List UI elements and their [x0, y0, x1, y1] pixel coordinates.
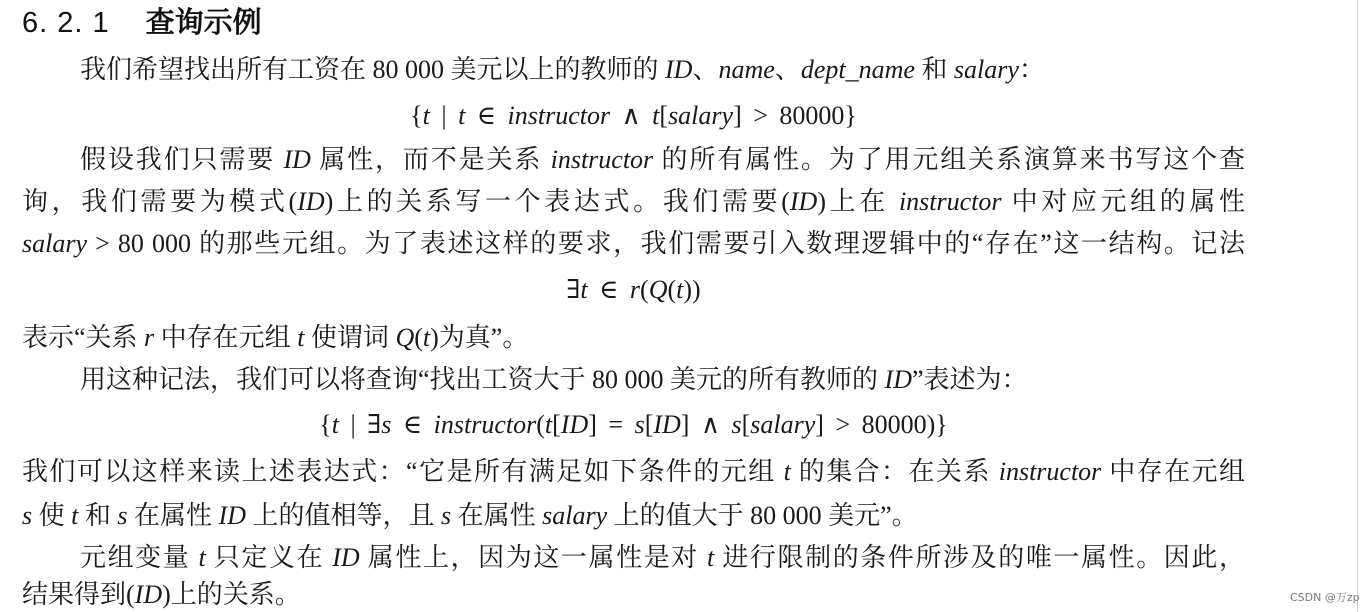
formula-exists: [22, 275, 1245, 305]
paragraph-line: [22, 501, 1245, 531]
text-run: 我们希望找出所有工资在 80 000 美元以上的教师的: [80, 55, 666, 84]
italic-term: Q: [395, 323, 415, 352]
text-run: 用这种记法，我们可以将查询“找出工资大于 80 000 美元的所有教师的: [80, 365, 885, 394]
italic-term: t: [198, 543, 206, 572]
text-run: > 80 000 的那些元组。为了表述这样的要求，我们需要引入数理逻辑中的“存在”这一结构。记法: [87, 229, 1245, 258]
formula-variable: instructor: [433, 410, 537, 439]
formula-symbol: (: [667, 275, 677, 304]
formula-variable: s: [634, 410, 645, 439]
formula-variable: t: [458, 101, 466, 130]
italic-term: ID: [332, 543, 360, 572]
italic-term: r: [144, 323, 155, 352]
italic-term: t: [71, 501, 79, 530]
text-run: )为真”。: [430, 323, 529, 352]
italic-term: ID: [789, 187, 818, 216]
formula-variable: s: [731, 410, 742, 439]
section-number: 6. 2. 1: [22, 7, 110, 39]
italic-term: instructor: [550, 145, 654, 174]
formula-variable: Q: [648, 275, 668, 304]
formula-variable: t: [652, 101, 660, 130]
paragraph-line: [22, 323, 1245, 353]
text-run: 我们可以这样来读上述表达式：“它是所有满足如下条件的元组: [22, 457, 784, 486]
paragraph-line: [22, 580, 1245, 610]
formula-symbol: ∧: [610, 101, 653, 130]
formula-variable: salary: [668, 101, 734, 130]
formula-symbol: ∈: [391, 410, 434, 439]
formula-symbol: )): [683, 275, 701, 304]
italic-term: t: [783, 457, 791, 486]
text-run: 中存在元组: [154, 323, 298, 352]
formula-symbol: {: [410, 101, 423, 130]
text-run: 在属性: [451, 501, 543, 530]
italic-term: s: [117, 501, 128, 530]
page-edge-divider: [1357, 0, 1358, 612]
text-run: 表示“关系: [22, 323, 145, 352]
text-run: )上的关系。: [162, 580, 301, 609]
italic-term: t: [297, 323, 305, 352]
text-run: 元组变量: [80, 543, 199, 572]
paragraph-line: [22, 229, 1245, 259]
formula-symbol: ∈: [587, 275, 630, 304]
formula-symbol: ] > 80000}: [733, 101, 857, 130]
italic-term: instructor: [898, 187, 1002, 216]
formula-variable: ID: [560, 410, 589, 439]
formula-variable: t: [331, 410, 339, 439]
formula-symbol: ∈: [465, 101, 508, 130]
formula-variable: salary: [750, 410, 816, 439]
text-run: 假设我们只需要: [80, 145, 284, 174]
formula-symbol: [: [741, 410, 751, 439]
formula-variable: s: [381, 410, 392, 439]
text-run: )上的关系写一个表达式。我们需要(: [324, 187, 790, 216]
italic-term: instructor: [998, 457, 1102, 486]
text-run: 上的值相等，且: [245, 501, 441, 530]
formula-selection: [22, 101, 1245, 131]
italic-term: ID: [134, 580, 163, 609]
formula-variable: instructor: [507, 101, 611, 130]
text-run: 使: [32, 501, 72, 530]
paragraph-line: [22, 187, 1245, 217]
formula-symbol: [: [552, 410, 561, 439]
italic-term: ID: [218, 501, 246, 530]
text-run: ”表述为：: [911, 365, 1028, 394]
text-run: 只定义在: [205, 543, 333, 572]
formula-symbol: ] ∧: [680, 410, 732, 439]
text-run: 的集合：在关系: [790, 457, 999, 486]
text-run: 的所有属性。为了用元组关系演算来书写这个查: [653, 145, 1245, 174]
text-run: 和: [78, 501, 118, 530]
text-run: 属性，而不是关系: [310, 145, 551, 174]
italic-term: ID: [283, 145, 311, 174]
text-run: 、: [692, 55, 719, 84]
italic-term: t: [422, 323, 431, 352]
formula-variable: t: [544, 410, 553, 439]
formula-symbol: (: [640, 275, 649, 304]
text-run: 中存在元组: [1101, 457, 1245, 486]
text-run: ：: [1018, 55, 1045, 84]
formula-variable: ID: [653, 410, 681, 439]
italic-term: s: [22, 501, 33, 530]
italic-term: s: [440, 501, 452, 530]
text-run: 在属性: [127, 501, 219, 530]
italic-term: ID: [665, 55, 693, 84]
text-run: 、: [774, 55, 801, 84]
paragraph-line: [80, 145, 1245, 175]
formula-variable: t: [676, 275, 684, 304]
text-run: 进行限制的条件所涉及的唯一属性。因此，: [714, 543, 1245, 572]
formula-symbol: |: [429, 101, 459, 130]
formula-symbol: [: [659, 101, 669, 130]
paragraph-line: [80, 365, 1245, 395]
italic-term: t: [707, 543, 715, 572]
text-run: 结果得到(: [22, 580, 135, 609]
text-run: 使谓词: [304, 323, 396, 352]
formula-query: [22, 410, 1245, 440]
formula-variable: t: [422, 101, 430, 130]
italic-term: dept_name: [800, 55, 915, 84]
text-run: 询，我们需要为模式(: [22, 187, 298, 216]
text-run: 上的值大于 80 000 美元”。: [607, 501, 918, 530]
text-run: 和: [914, 55, 954, 84]
formula-symbol: {: [319, 410, 332, 439]
italic-term: salary: [542, 501, 608, 530]
formula-symbol: (: [536, 410, 545, 439]
section-heading: [22, 2, 262, 42]
formula-variable: t: [580, 275, 588, 304]
formula-symbol: [: [644, 410, 654, 439]
paragraph-line: [22, 457, 1245, 487]
formula-symbol: | ∃: [338, 410, 382, 439]
formula-symbol: ] =: [588, 410, 635, 439]
text-run: 中对应元组的属性: [1001, 187, 1245, 216]
italic-term: salary: [22, 229, 87, 258]
paragraph-line: [80, 543, 1245, 573]
italic-term: ID: [297, 187, 325, 216]
formula-symbol: ] > 80000)}: [815, 410, 948, 439]
italic-term: ID: [884, 365, 912, 394]
italic-term: name: [718, 55, 775, 84]
text-run: (: [414, 323, 423, 352]
text-run: 属性上，因为这一属性是对: [359, 543, 707, 572]
formula-variable: r: [629, 275, 641, 304]
text-run: )上在: [817, 187, 899, 216]
watermark: CSDN @万zp: [1290, 591, 1360, 604]
italic-term: salary: [953, 55, 1019, 84]
intro-line: [80, 55, 1245, 85]
section-title: 查询示例: [145, 5, 262, 39]
formula-symbol: ∃: [566, 275, 581, 304]
